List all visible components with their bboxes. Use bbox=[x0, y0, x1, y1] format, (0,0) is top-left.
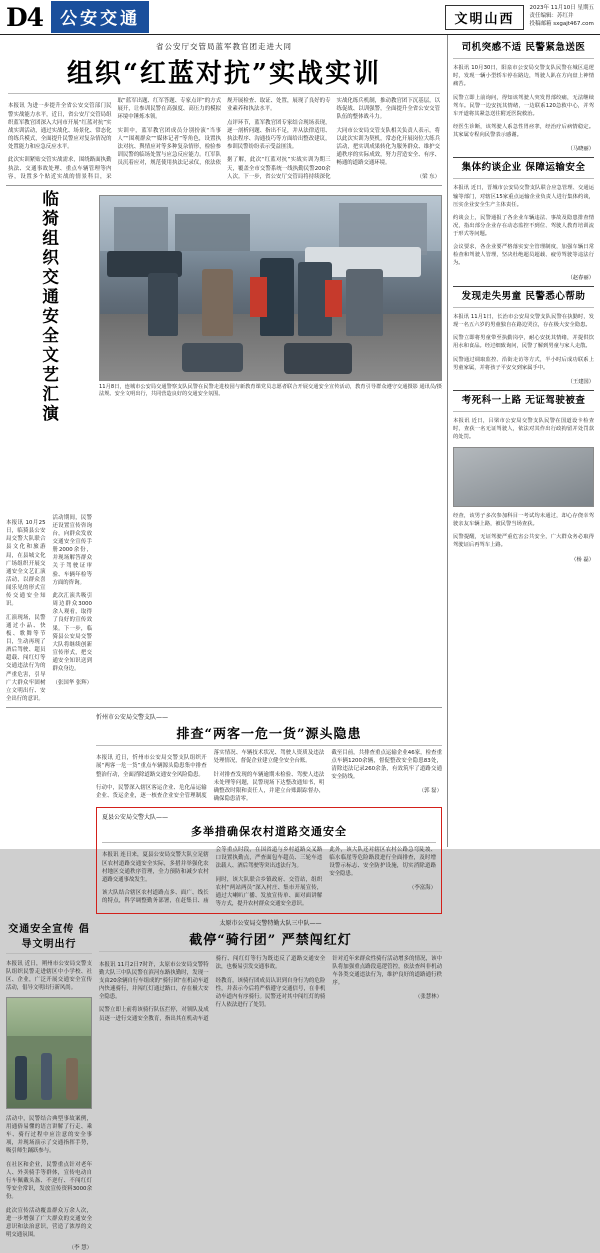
right-article-1 bbox=[453, 162, 594, 280]
photo-caption-text: 11月8日，连城市公安局交通警察支队民警在民警走进校园与新教育课党员志愿者联合开展交通安全宣传活动，教育引导群众遵守交通法规、安全文明出行，共同营造良好的交通安全氛围。 bbox=[99, 383, 408, 398]
right-1-para-2: 会议要求，各企业要严格落实安全管理制度，加强车辆日常检查和驾驶人管理，坚决杜绝超员超载、疲劳驾驶等违法行为。 bbox=[453, 244, 594, 267]
article-paicha bbox=[96, 712, 442, 803]
photo-banner bbox=[250, 277, 267, 317]
right-1-para-1: 约谈会上，民警通报了各企业车辆违法、事故及隐患排查情况，指出部分企业存在动态监控不到位、驾驶人教育培训流于形式等问题。 bbox=[453, 214, 594, 238]
masthead-right bbox=[445, 5, 594, 30]
photo-credit: 摄影 通讯员/摄 bbox=[407, 383, 442, 390]
qixing-para-0: 本报讯 11月2日7时许，太原市公安局交警特勤大队三中队民警在滨河东路执勤时，发现一支由20余辆自行车组成的“骑行团”在机动车道内快速骑行，并闯红灯通过路口，存在极大安全隐患。 bbox=[99, 961, 209, 1000]
section-badge: 公安交通 bbox=[51, 1, 149, 33]
right-body-0 bbox=[453, 64, 594, 139]
lead-headline: 组织“红蓝对抗”实战实训 bbox=[67, 59, 381, 89]
right-1-para-0: 本报讯 近日，晋城市公安局交警支队联合应急管理、交通运输等部门，对辖区15家重点运输企业负责人进行集体约谈，压实企业安全生产主体责任。 bbox=[453, 185, 594, 208]
paicha-para-0: 本报讯 近日，忻州市公安局交警支队组织开展“两客一危一货”重点车辆源头隐患集中排查整治行动，全面消除道路交通安全风险隐患。 bbox=[96, 755, 207, 778]
right-headline-3: 考死科一上路 无证驾驶被查 bbox=[461, 395, 586, 407]
lead-para-5: 大同市公安局交管支队相关负责人表示，将以此次实训为契机，常态化开展岗位大练兵活动，把实训成果转化为服务群众、维护交通秩序的实际成效，努力营造安全、有序、畅通的道路交通环境。 bbox=[336, 127, 440, 167]
photo-banner bbox=[325, 280, 342, 317]
vertical-headline: 临猗组织交通安全文艺汇演 bbox=[39, 189, 59, 424]
vertical-body bbox=[6, 514, 92, 703]
main-column bbox=[0, 35, 448, 1252]
nongcun-para-0: 本报讯 连日来，夏县公安局交警大队立足辖区农村道路交通安全实际，多措并举强化农村地区交通秩序管理，全力预防和减少农村道路交通事故发生。 bbox=[102, 852, 209, 883]
xuanchuan-para-3: 此次宣传活动覆盖群众万余人次，进一步增强了广大群众的交通安全意识和法治意识，营造了浓厚的文明交通氛围。 bbox=[6, 1207, 92, 1238]
photo-person bbox=[41, 1053, 53, 1099]
photo-building bbox=[175, 214, 250, 251]
masthead bbox=[0, 0, 600, 35]
right-0-para-2: 经医生诊断，该驾驶人系急性胃痉挛，经治疗后病情稳定。其家属专程向民警表示感谢。 bbox=[453, 123, 594, 139]
right-body-3 bbox=[453, 417, 594, 441]
qixing-para-1: 民警立即上前将该骑行队伍拦停，对领队及成员逐一进行交通安全教育，指出其在机动车道骑行、闯红灯等行为既违反了道路交通安全法，也极易引发交通事故。 bbox=[99, 956, 326, 1022]
right-2-para-1: 民警立即将男童带至执勤岗亭，耐心安抚其情绪，并提供饮用水和食品。经过细致询问，民警了解到男童与家人走散。 bbox=[453, 335, 594, 350]
right-article-3 bbox=[453, 395, 594, 563]
right-0-para-0: 本报讯 10月30日，阳泉市公安局交警支队民警在城区巡逻时，发现一辆小型轿车停在路边，驾驶人趴在方向盘上神情痛苦。 bbox=[453, 65, 594, 88]
brand-logo: 文明山西 bbox=[445, 5, 523, 30]
right-byline-1: （赵春丽） bbox=[567, 274, 594, 281]
lead-kicker: 省公安厅交管局蓝军教官团走进大同 bbox=[156, 42, 292, 51]
masthead-meta-line-1: 责任编辑：苏红井 bbox=[529, 13, 574, 20]
right-headline-2: 发现走失男童 民警悉心帮助 bbox=[461, 290, 586, 302]
right-0-para-1: 民警立即上前询问，得知该驾驶人突发胃部绞痛，无法继续驾车。民警一边安抚其情绪，一边联系120急救中心，并驾车开道将其紧急送往附近医院救治。 bbox=[453, 94, 594, 117]
article-xuanchuan bbox=[6, 918, 92, 1252]
xuanchuan-para-1: 活动中，民警结合典型事故案例，用通俗易懂的语言讲解了行走、乘车、骑行过程中应注意的安全事项，并现场演示了交通指挥手势，吸引师生踊跃参与。 bbox=[6, 1115, 92, 1155]
lead-para-3: 点评环节，蓝军教官团专家结合现场表现，逐一剖析问题、指出不足，并从法律适用、执法程序、沟通技巧等方面给出整改建议，参训民警纷纷表示受益匪浅。 bbox=[227, 119, 331, 150]
right-column bbox=[448, 35, 600, 847]
article-qixingtuan bbox=[99, 918, 442, 1252]
lead-byline: （梁 东） bbox=[416, 173, 440, 180]
paicha-kicker: 忻州市公安局交警支队—— bbox=[96, 713, 169, 721]
right-3-para-0: 本报讯 近日，吕梁市公安局交警支队民警在国道设卡检查时，查获一名无证驾驶人，依法对其作出行政拘留并处罚款的处罚。 bbox=[453, 418, 594, 441]
xuanchuan-para-0: 本报讯 近日，朔州市公安局交警支队组织民警走进辖区中小学校、社区、企业，广泛开展交通安全宣传活动，倡导文明出行新风尚。 bbox=[6, 960, 92, 991]
lead-para-4: 据了解，此次“红蓝对抗”实战实训为期三天，覆盖全市交警系统一线执勤民警200余人次。下一步，省公安厅交管局将持续深化实战化练兵机制，推动教官团下沉基层，以练促战、以训强警，全面提升全省公安交管队伍的整体战斗力。 bbox=[227, 98, 440, 180]
nongcun-headline: 多举措确保农村道路交通安全 bbox=[191, 825, 347, 838]
vertical-para-0: 本报讯 10月25日，临猗县公安局交警大队联合县文化和旅游局，在县城文化广场组织开展交通安全文艺汇演活动，以群众喜闻乐见的形式宣传交通安全知识。 bbox=[6, 520, 46, 608]
vertical-para-1: 汇演现场，民警通过小品、快板、歌舞等节目，生动再现了酒后驾驶、超员超载、闯红灯等交通违法行为的严重危害，引导广大群众牢固树立文明出行、安全出行的意识。 bbox=[6, 614, 46, 702]
feature-row bbox=[6, 190, 442, 703]
lead-body bbox=[8, 97, 440, 181]
right-photo bbox=[453, 447, 594, 507]
photo-caption bbox=[99, 384, 442, 399]
qixing-para-2: 经教育，该骑行团成员认识到自身行为的危险性，并表示今后将严格遵守交通信号，在非机动车道内有序骑行。民警还对其中闯红灯的骑行人依法进行了处罚。 bbox=[215, 977, 326, 1009]
right-body-1 bbox=[453, 184, 594, 267]
lead-para-0: 本报讯 为进一步提升全省公安交管部门民警实战能力水平，近日，省公安厅交管局组织蓝军教官团深入大同市开展“红蓝对抗”实战实训活动，通过实战化、场景化、常态化的练兵模式，全面提升民警应对复杂情况的处置能力和应急反应水平。 bbox=[8, 103, 112, 150]
photo-person bbox=[66, 1058, 78, 1100]
right-byline-2: （王建国） bbox=[567, 379, 594, 386]
qixing-headline: 截停“骑行团” 严禁闯红灯 bbox=[189, 933, 352, 949]
photo-person bbox=[15, 1056, 27, 1100]
page-number: D4 bbox=[6, 2, 44, 32]
lead-para-2: 实训中，蓝军教官团成员分别扮演“当事人”“围观群众”“媒体记者”等角色，设置执法对抗、舆情应对等多种复杂情形，检验参训民警的临场处置与应急反应能力。红军队员沉着应对，规范使用执法记录仪，依法依规开展检查、取证、处置，展现了良好的专业素养和执法水平。 bbox=[117, 98, 331, 167]
qixing-byline: （张慧林） bbox=[415, 993, 442, 1000]
vertical-para-2: 活动期间，民警还设置宣传咨询台，向群众发放交通安全宣传手册2000余份，并现场解答群众关于驾驶证审验、车辆年检等方面的咨询。 bbox=[52, 514, 92, 586]
xuanchuan-byline: （李 慧） bbox=[68, 1245, 92, 1252]
paicha-byline: （郭 磊） bbox=[418, 787, 442, 794]
nongcun-para-1: 该大队结合辖区农村道路点多、面广、线长的特点，科学调整勤务部署，在赶集日、庙会等重点时段，在国省道与乡村道路交叉路口设置执勤点，严查面包车超员、三轮车违法载人、酒后驾驶等突出违法行为。 bbox=[102, 847, 323, 905]
masthead-meta-line-0: 2023年 11月10日 星期五 bbox=[529, 5, 594, 12]
right-article-2 bbox=[453, 291, 594, 385]
article-nongcun-highlight bbox=[96, 807, 442, 914]
right-2-para-0: 本报讯 11月1日，长治市公安局交警支队民警在执勤时，发现一名五六岁的男童独自在路边哭泣，存在极大安全隐患。 bbox=[453, 313, 594, 328]
photo-person bbox=[346, 269, 384, 335]
vertical-feature bbox=[6, 190, 92, 703]
paicha-para-3: 截至目前，共排查重点运输企业46家，检查重点车辆1200余辆，督促整改安全隐患83处，清除违法记录260余条，有效筑牢了道路交通安全防线。 bbox=[331, 749, 442, 781]
photo-building bbox=[114, 207, 169, 255]
vertical-byline: （张国华 张辉） bbox=[52, 679, 92, 686]
lead-para-1: 此次实训紧贴交管实战需求，围绕路面执勤执法、交通事故处理、重点车辆管理等内容，设置多个贴近实战的情景科目，采取“蓝军出题、红军答题、专家点评”的方式展开，让参训民警在高强度、高压力的模拟环境中锤炼本领。 bbox=[8, 98, 221, 180]
nongcun-byline: （李富海） bbox=[409, 884, 436, 891]
right-3-para-2: 民警提醒，无证驾驶严重危害公共安全，广大群众务必取得驾驶证后再驾车上路。 bbox=[453, 534, 594, 549]
right-article-0 bbox=[453, 42, 594, 152]
photo-scooter bbox=[284, 343, 352, 374]
right-3-para-1: 经查，该男子多次参加科目一考试均未通过，却心存侥幸驾驶亲友车辆上路，被民警当场查获。 bbox=[453, 512, 594, 527]
paicha-headline: 排查“两客一危一货”源头隐患 bbox=[176, 726, 362, 742]
photo-scooter bbox=[182, 343, 243, 372]
right-headline-1: 集体约谈企业 保障运输安全 bbox=[461, 162, 586, 174]
right-2-para-2: 民警通过调取监控、沿街走访等方式，半小时后成功联系上男童家属，并将孩子平安交到家属手中。 bbox=[453, 356, 594, 371]
paicha-para-2: 针对排查发现的车辆逾期未检验、驾驶人违法未处理等问题，民警现场下达整改通知书，明确整改时限和责任人，并建立台账跟踪督办，确保隐患清零。 bbox=[213, 771, 325, 802]
right-body-2 bbox=[453, 313, 594, 372]
photo-wrap bbox=[99, 195, 442, 399]
masthead-meta-line-2: 投稿邮箱 sxgajt467.com bbox=[529, 20, 594, 27]
xuanchuan-headline: 交通安全宣传 倡导文明出行 bbox=[8, 924, 90, 951]
nongcun-para-2: 同时，该大队联合乡镇政府、交管站，组织农村“两站两员”深入村庄、集市开展宣传，通过大喇叭广播、发放宣传单、面对面讲解等方式，提升农村群众交通安全意识。 bbox=[215, 876, 323, 908]
xuanchuan-photo bbox=[6, 997, 92, 1109]
paicha-para-1: 行动中，民警深入辖区客运企业、危化品运输企业、货运企业，逐一核查企业安全管理制度落实情况、车辆技术状况、驾驶人资质及违法处理情况，督促企业建立健全安全台账。 bbox=[96, 749, 325, 800]
xuanchuan-body-2 bbox=[6, 1115, 92, 1253]
nongcun-kicker: 夏县公安局交警大队—— bbox=[102, 814, 169, 821]
page-body bbox=[0, 35, 600, 1252]
xuanchuan-body bbox=[6, 960, 92, 992]
bottom-row bbox=[6, 918, 442, 1252]
photo-person bbox=[148, 273, 179, 336]
photo-field bbox=[7, 998, 91, 1035]
qixing-para-3: 针对近年来群众性骑行活动增多的情况，该中队将加强重点路段巡逻管控，依法查纠非机动车各类交通违法行为，维护良好的道路通行秩序。 bbox=[332, 956, 442, 987]
lead-article bbox=[6, 41, 442, 181]
nongcun-body bbox=[102, 846, 436, 908]
right-headline-0: 司机突感不适 民警紧急送医 bbox=[461, 42, 586, 53]
right-byline-3: （杨 磊） bbox=[571, 556, 594, 563]
xuanchuan-para-2: 在社区和企业，民警重点针对老年人、外卖骑手等群体，宣传电动自行车佩戴头盔、不逆行、不闯红灯等安全常识，发放宣传资料3000余份。 bbox=[6, 1161, 92, 1201]
nongcun-para-3: 此外，该大队还对辖区农村公路急弯陡坡、临水临崖等危险路段进行全面排查，及时增设警示标志、安全防护设施，切实消除道路安全隐患。 bbox=[329, 847, 436, 878]
paicha-body bbox=[96, 749, 442, 803]
right-byline-0: （马晓丽） bbox=[567, 146, 594, 153]
qixing-kicker: 太原市公安局交警特勤大队三中队—— bbox=[219, 920, 322, 928]
lead-photo bbox=[99, 195, 442, 381]
vertical-para-3: 此次汇演共吸引周边群众3000余人观看，取得了良好的宣传效果。下一步，临猗县公安局交警大队将继续创新宣传形式，把交通安全知识送到群众身边。 bbox=[52, 593, 92, 673]
masthead-meta bbox=[530, 5, 595, 29]
right-body-3b bbox=[453, 512, 594, 549]
photo-person bbox=[202, 269, 233, 335]
qixing-body bbox=[99, 955, 442, 1023]
lead-photo-block bbox=[99, 190, 442, 703]
